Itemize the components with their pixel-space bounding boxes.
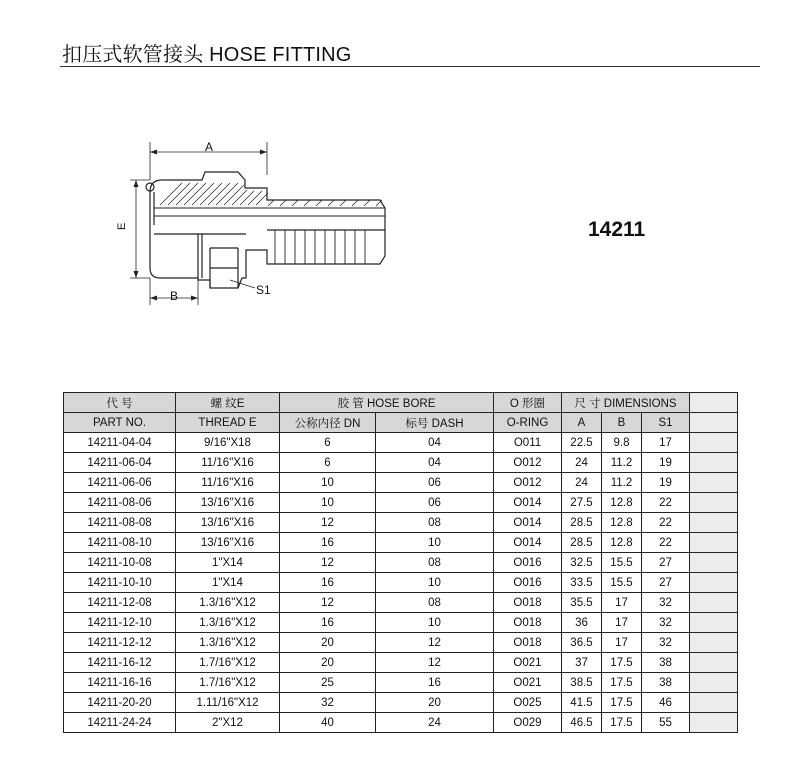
header-oring-cn: O 形圈 [494,393,562,413]
cell-thread: 13/16"X16 [176,513,280,533]
cell-dn: 32 [280,693,376,713]
cell-b: 17 [602,613,642,633]
cell-dn: 10 [280,493,376,513]
table-row [64,593,738,613]
cell-s1: 19 [642,473,690,493]
cell-thread: 1.7/16"X12 [176,673,280,693]
cell-a: 33.5 [562,573,602,593]
header-oring-en: O-RING [494,413,562,433]
cell-a: 38.5 [562,673,602,693]
cell-thread: 1.3/16"X12 [176,613,280,633]
cell-thread: 11/16"X16 [176,453,280,473]
cell-b: 12.8 [602,513,642,533]
cell-b: 17.5 [602,653,642,673]
cell-thread: 1.3/16"X12 [176,633,280,653]
dim-label-e: E [116,222,128,230]
cell-a: 37 [562,653,602,673]
cell-b: 17 [602,633,642,653]
cell-a: 36.5 [562,633,602,653]
cell-s1: 19 [642,453,690,473]
cell-a: 32.5 [562,553,602,573]
header-part-cn: 代 号 [64,393,176,413]
cell-b: 9.8 [602,433,642,453]
cell-blank [690,713,738,733]
cell-s1: 38 [642,653,690,673]
cell-part: 14211-12-12 [64,633,176,653]
table-row [64,653,738,673]
cell-thread: 9/16"X18 [176,433,280,453]
cell-dn: 12 [280,513,376,533]
cell-part: 14211-10-08 [64,553,176,573]
cell-s1: 27 [642,553,690,573]
cell-a: 27.5 [562,493,602,513]
cell-s1: 32 [642,613,690,633]
cell-dash: 08 [376,593,494,613]
cell-s1: 38 [642,673,690,693]
spec-table-body [64,433,738,733]
cell-blank [690,533,738,553]
cell-thread: 1.11/16"X12 [176,693,280,713]
header-a: A [562,413,602,433]
header-blank-cell [690,413,738,433]
cell-blank [690,613,738,633]
cell-b: 17.5 [602,713,642,733]
cell-blank [690,573,738,593]
cell-dash: 10 [376,533,494,553]
cell-dash: 12 [376,653,494,673]
cell-b: 15.5 [602,553,642,573]
cell-blank [690,493,738,513]
cell-oring: O021 [494,653,562,673]
cell-oring: O025 [494,693,562,713]
cell-a: 41.5 [562,693,602,713]
cell-oring: O014 [494,493,562,513]
fitting-drawing [110,130,410,310]
spec-table [63,392,738,733]
cell-part: 14211-08-08 [64,513,176,533]
cell-blank [690,513,738,533]
cell-b: 12.8 [602,493,642,513]
cell-thread: 1.7/16"X12 [176,653,280,673]
model-number: 14211 [588,218,646,241]
cell-oring: O018 [494,613,562,633]
table-row [64,573,738,593]
cell-dn: 16 [280,613,376,633]
header-dn: 公称内径 DN [280,413,376,433]
table-row [64,533,738,553]
cell-thread: 13/16"X16 [176,493,280,513]
cell-a: 28.5 [562,533,602,553]
cell-part: 14211-04-04 [64,433,176,453]
cell-dn: 12 [280,553,376,573]
cell-a: 22.5 [562,433,602,453]
cell-dn: 16 [280,573,376,593]
cell-b: 15.5 [602,573,642,593]
cell-dn: 40 [280,713,376,733]
cell-b: 17 [602,593,642,613]
cell-dash: 06 [376,473,494,493]
cell-dash: 24 [376,713,494,733]
table-row [64,513,738,533]
cell-b: 17.5 [602,673,642,693]
cell-part: 14211-08-06 [64,493,176,513]
dim-label-s1: S1 [256,283,271,297]
header-blank-cell [690,393,738,413]
cell-oring: O014 [494,513,562,533]
cell-dn: 20 [280,653,376,673]
cell-dn: 6 [280,453,376,473]
cell-blank [690,433,738,453]
cell-dn: 6 [280,433,376,453]
cell-blank [690,453,738,473]
cell-s1: 22 [642,493,690,513]
cell-b: 12.8 [602,533,642,553]
title-divider [60,66,760,67]
cell-a: 24 [562,473,602,493]
cell-a: 36 [562,613,602,633]
cell-dn: 20 [280,633,376,653]
cell-oring: O014 [494,533,562,553]
cell-thread: 1.3/16"X12 [176,593,280,613]
cell-oring: O012 [494,453,562,473]
dim-label-b: B [170,289,179,303]
cell-thread: 11/16"X16 [176,473,280,493]
cell-dn: 25 [280,673,376,693]
cell-s1: 27 [642,573,690,593]
table-row [64,453,738,473]
table-row [64,693,738,713]
cell-blank [690,553,738,573]
cell-part: 14211-24-24 [64,713,176,733]
cell-part: 14211-10-10 [64,573,176,593]
cell-oring: O016 [494,553,562,573]
cell-oring: O018 [494,593,562,613]
cell-part: 14211-12-08 [64,593,176,613]
header-s1: S1 [642,413,690,433]
cell-dash: 08 [376,513,494,533]
cell-a: 28.5 [562,513,602,533]
cell-oring: O011 [494,433,562,453]
cell-s1: 55 [642,713,690,733]
cell-blank [690,633,738,653]
cell-part: 14211-16-16 [64,673,176,693]
table-row [64,493,738,513]
cell-dash: 16 [376,673,494,693]
cell-dash: 04 [376,453,494,473]
table-row [64,633,738,653]
cell-blank [690,673,738,693]
cell-thread: 1"X14 [176,573,280,593]
cell-b: 11.2 [602,453,642,473]
cell-oring: O018 [494,633,562,653]
cell-part: 14211-06-06 [64,473,176,493]
cell-thread: 13/16"X16 [176,533,280,553]
cell-dash: 08 [376,553,494,573]
cell-dn: 16 [280,533,376,553]
cell-s1: 32 [642,593,690,613]
cell-part: 14211-08-10 [64,533,176,553]
cell-oring: O029 [494,713,562,733]
header-dimensions: 尺 寸 DIMENSIONS [562,393,690,413]
cell-oring: O021 [494,673,562,693]
cell-s1: 46 [642,693,690,713]
cell-blank [690,473,738,493]
cell-blank [690,693,738,713]
table-row [64,673,738,693]
header-part-en: PART NO. [64,413,176,433]
cell-thread: 1"X14 [176,553,280,573]
cell-s1: 32 [642,633,690,653]
cell-b: 17.5 [602,693,642,713]
cell-a: 24 [562,453,602,473]
header-thread-en: THREAD E [176,413,280,433]
cell-s1: 17 [642,433,690,453]
cell-a: 35.5 [562,593,602,613]
header-thread-cn: 螺 纹E [176,393,280,413]
cell-dash: 06 [376,493,494,513]
cell-oring: O012 [494,473,562,493]
cell-part: 14211-16-12 [64,653,176,673]
header-b: B [602,413,642,433]
cell-dn: 12 [280,593,376,613]
table-row [64,613,738,633]
header-hose-bore: 胶 管 HOSE BORE [280,393,494,413]
cell-dash: 10 [376,613,494,633]
cell-blank [690,593,738,613]
cell-dash: 12 [376,633,494,653]
cell-part: 14211-20-20 [64,693,176,713]
cell-s1: 22 [642,533,690,553]
page-title: 扣压式软管接头 HOSE FITTING [62,44,352,66]
table-row [64,433,738,453]
cell-dn: 10 [280,473,376,493]
dim-label-a: A [205,140,214,154]
cell-dash: 04 [376,433,494,453]
cell-dash: 20 [376,693,494,713]
cell-part: 14211-06-04 [64,453,176,473]
cell-b: 11.2 [602,473,642,493]
cell-thread: 2"X12 [176,713,280,733]
header-dash: 标号 DASH [376,413,494,433]
cell-s1: 22 [642,513,690,533]
cell-blank [690,653,738,673]
table-row [64,553,738,573]
table-row [64,713,738,733]
table-row [64,473,738,493]
cell-a: 46.5 [562,713,602,733]
cell-part: 14211-12-10 [64,613,176,633]
cell-oring: O016 [494,573,562,593]
cell-dash: 10 [376,573,494,593]
